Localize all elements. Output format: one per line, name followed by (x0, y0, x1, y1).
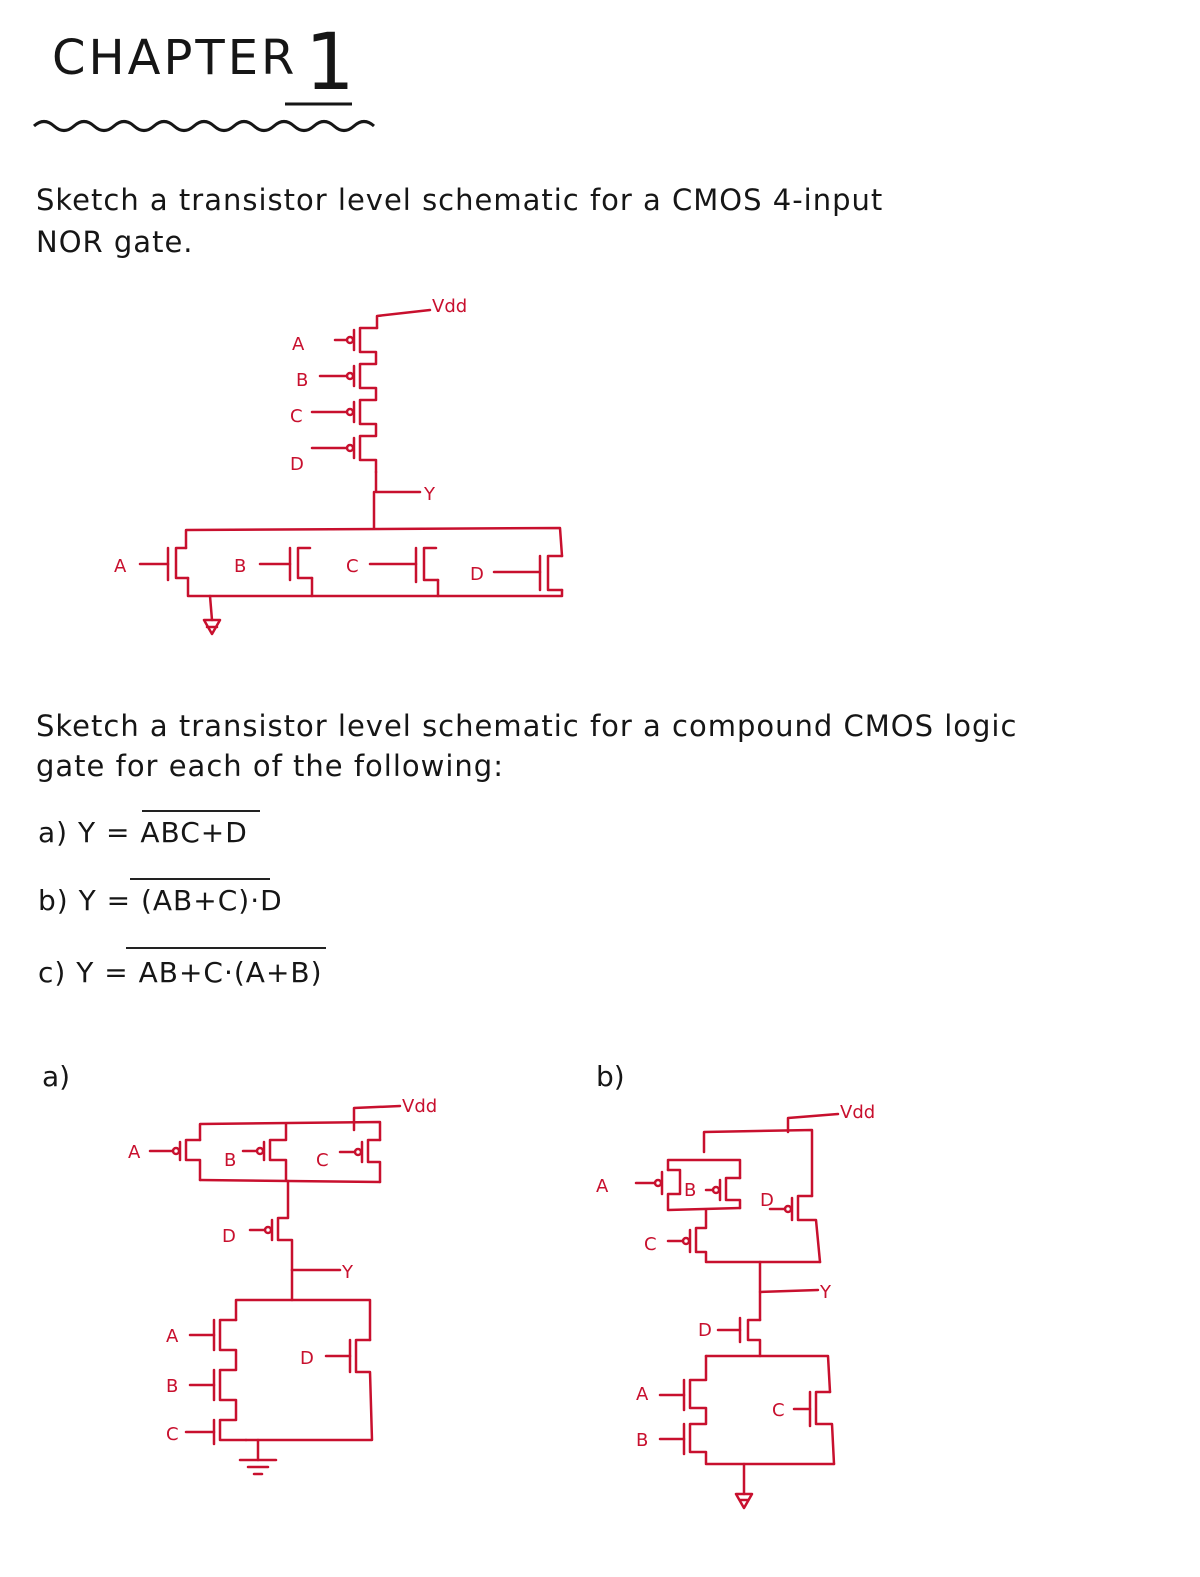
nor4-nmos-b-label: B (234, 556, 247, 577)
nor4-output-label: Y (424, 484, 435, 505)
part-b-output-label: Y (820, 1282, 831, 1303)
chapter-title: CHAPTER (52, 30, 298, 86)
part-b-label: b) (596, 1060, 625, 1093)
part-b-schematic (636, 1114, 838, 1508)
part-a-pmos-b-label: B (224, 1150, 237, 1171)
part-b-nmos-a-label: A (636, 1384, 649, 1405)
nor4-nmos-d-label: D (470, 564, 484, 585)
nor4-pmos-c-label: C (290, 406, 303, 427)
part-b-pmos-b-label: B (684, 1180, 697, 1201)
part-b-pmos-c-label: C (644, 1234, 657, 1255)
part-a-nmos-d-label: D (300, 1348, 314, 1369)
expression-c-prefix: c) Y = (38, 956, 139, 989)
expression-b-body: (AB+C)·D (140, 884, 283, 917)
part-b-nmos-d-label: D (698, 1320, 712, 1341)
problem2-prompt-line1: Sketch a transistor level schematic for a compound CMOS logic (36, 709, 1018, 743)
part-a-schematic (150, 1106, 400, 1474)
part-b-vdd-label: Vdd (840, 1102, 876, 1123)
part-a-nmos-a-label: A (166, 1326, 179, 1347)
part-a-output-label: Y (342, 1262, 353, 1283)
part-b-pmos-d-label: D (760, 1190, 774, 1211)
part-a-nmos-c-label: C (166, 1424, 179, 1445)
part-a-label: a) (42, 1060, 71, 1093)
part-a-nmos-b-label: B (166, 1376, 179, 1397)
nor4-nmos-a-label: A (114, 556, 127, 577)
nor4-schematic (140, 310, 562, 634)
expression-b-prefix: b) Y = (38, 884, 141, 917)
part-b-nmos-c-label: C (772, 1400, 785, 1421)
part-a-pmos-d-label: D (222, 1226, 236, 1247)
part-b-pmos-a-label: A (596, 1176, 609, 1197)
part-a-pmos-a-label: A (128, 1142, 141, 1163)
problem1-prompt-line1: Sketch a transistor level schematic for a CMOS 4-input (36, 183, 884, 217)
nor4-pmos-a-label: A (292, 334, 305, 355)
nor4-nmos-c-label: C (346, 556, 359, 577)
nor4-pmos-d-label: D (290, 454, 304, 475)
part-a-pmos-c-label: C (316, 1150, 329, 1171)
problem2-prompt-line2: gate for each of the following: (36, 749, 504, 783)
chapter-number: 1 (305, 18, 355, 108)
problem1-prompt-line2: NOR gate. (36, 225, 194, 259)
nor4-vdd-label: Vdd (432, 296, 468, 317)
expression-a-prefix: a) Y = (38, 816, 141, 849)
expression-a-body: ABC+D (140, 816, 248, 849)
nor4-pmos-b-label: B (296, 370, 309, 391)
expression-c-body: AB+C·(A+B) (138, 956, 323, 989)
part-b-nmos-b-label: B (636, 1430, 649, 1451)
part-a-vdd-label: Vdd (402, 1096, 438, 1117)
